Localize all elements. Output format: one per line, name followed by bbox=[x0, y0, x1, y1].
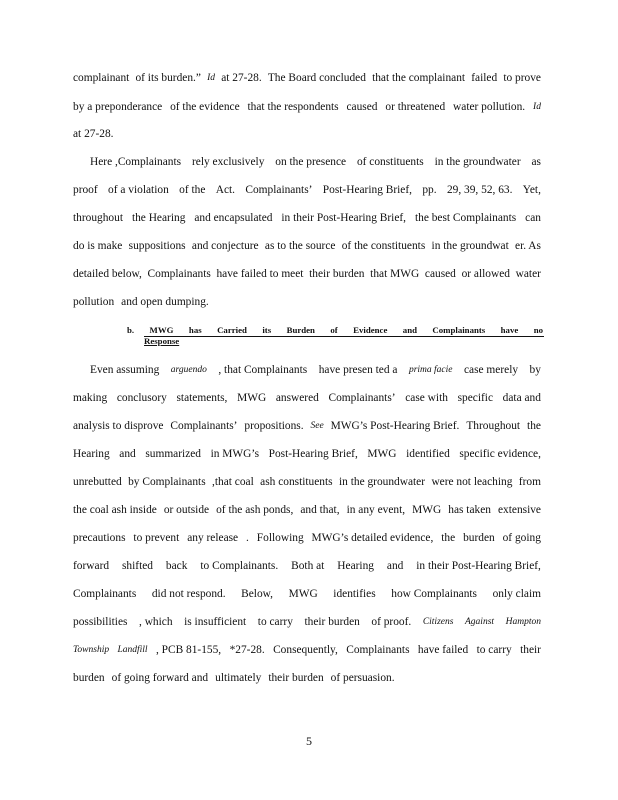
subheading-word: its bbox=[262, 325, 272, 335]
text-run: and bbox=[386, 560, 404, 572]
text-run: in MWG’s bbox=[210, 448, 260, 460]
text-run: specific bbox=[457, 392, 494, 404]
text-run: conclusory bbox=[116, 392, 167, 404]
text-line bbox=[73, 503, 541, 517]
subheading-word: MWG bbox=[149, 325, 174, 335]
text-run: their burden bbox=[304, 616, 360, 628]
text-line bbox=[73, 419, 541, 433]
text-run: ultimately bbox=[215, 672, 262, 684]
text-run: water bbox=[515, 268, 541, 280]
case-name: Citizens bbox=[422, 617, 454, 627]
text-line bbox=[73, 127, 541, 141]
text-run: throughout bbox=[73, 212, 123, 224]
text-run: complainant bbox=[73, 72, 130, 84]
text-run: Hearing bbox=[73, 448, 110, 460]
text-run: the bbox=[441, 532, 456, 544]
text-run: the bbox=[527, 420, 541, 432]
text-run: the coal ash inside bbox=[73, 504, 157, 516]
text-run: and open dumping. bbox=[121, 296, 209, 308]
subheading-word: of bbox=[330, 325, 338, 335]
text-run: detailed below, bbox=[73, 268, 142, 280]
text-run: by a preponderance bbox=[73, 101, 163, 113]
text-run: of its burden.” bbox=[135, 72, 201, 84]
text-run: MWG bbox=[367, 448, 397, 460]
text-run: MWG bbox=[412, 504, 442, 516]
text-line bbox=[73, 615, 541, 629]
text-run: that MWG bbox=[370, 268, 420, 280]
text-run: at 27-28. bbox=[221, 72, 262, 84]
signal-word: See bbox=[310, 421, 324, 431]
text-run: Consequently, bbox=[273, 644, 338, 656]
text-run: to prevent bbox=[133, 532, 180, 544]
text-run: summarized bbox=[145, 448, 201, 460]
text-run: caused bbox=[424, 268, 456, 280]
subheading-word: has bbox=[188, 325, 202, 335]
section-subheading bbox=[127, 325, 543, 347]
text-run: in their Post-Hearing Brief, bbox=[416, 560, 541, 572]
text-run: of the bbox=[179, 184, 206, 196]
text-run: in the groundwater bbox=[339, 476, 426, 488]
text-run: identified bbox=[406, 448, 450, 460]
text-run: or outside bbox=[163, 504, 210, 516]
text-run: has taken bbox=[448, 504, 491, 516]
text-run: answered bbox=[275, 392, 319, 404]
text-run: ash constituents bbox=[260, 476, 333, 488]
text-run: er. As bbox=[515, 240, 541, 252]
text-run: Post-Hearing Brief, bbox=[322, 184, 413, 196]
text-run: the Hearing bbox=[131, 212, 186, 224]
text-run: of a violation bbox=[108, 184, 169, 196]
text-run: specific evidence, bbox=[459, 448, 541, 460]
text-run: Hearing bbox=[337, 560, 374, 572]
text-run: the best Complainants bbox=[414, 212, 517, 224]
text-line bbox=[73, 531, 541, 545]
text-run: rely exclusively bbox=[191, 156, 265, 168]
text-run: on the presence bbox=[275, 156, 347, 168]
citation-id: Id bbox=[533, 102, 541, 112]
text-run: have failed to meet bbox=[216, 268, 304, 280]
text-line bbox=[73, 391, 541, 405]
text-run: Complainants bbox=[73, 588, 137, 600]
text-run: Even assuming bbox=[90, 364, 160, 376]
subheading-word: Evidence bbox=[353, 325, 388, 335]
text-run: caused bbox=[346, 101, 378, 113]
text-run: Throughout bbox=[466, 420, 521, 432]
text-line bbox=[73, 295, 541, 309]
text-run: Both at bbox=[291, 560, 325, 572]
case-name: Township bbox=[73, 645, 110, 655]
text-run: their bbox=[520, 644, 541, 656]
text-run: or threatened bbox=[385, 101, 446, 113]
text-run: Yet, bbox=[522, 184, 541, 196]
text-run: Post-Hearing Brief, bbox=[268, 448, 358, 460]
text-run: how Complainants bbox=[391, 588, 477, 600]
text-run: did not respond. bbox=[151, 588, 226, 600]
text-run: to Complainants. bbox=[200, 560, 279, 572]
text-run: 29, 39, 52, 63. bbox=[446, 184, 513, 196]
text-run: of going forward and bbox=[111, 672, 209, 684]
subheading-word: no bbox=[533, 325, 543, 335]
text-run: only claim bbox=[492, 588, 541, 600]
text-run: of the constituents bbox=[341, 240, 426, 252]
text-run: Here ,Complainants bbox=[90, 156, 182, 168]
text-run: any release bbox=[187, 532, 239, 544]
text-run: burden bbox=[463, 532, 495, 544]
text-run: to prove bbox=[503, 72, 541, 84]
text-run: of the evidence bbox=[170, 101, 240, 113]
text-run: as bbox=[531, 156, 541, 168]
subheading-word: Carried bbox=[217, 325, 247, 335]
text-run: statements, bbox=[176, 392, 228, 404]
text-run: MWG’s Post-Hearing Brief. bbox=[330, 420, 460, 432]
text-run: to carry bbox=[476, 644, 512, 656]
text-run: to carry bbox=[257, 616, 293, 628]
text-line bbox=[73, 211, 541, 225]
text-run: pp. bbox=[422, 184, 437, 196]
text-run: their burden bbox=[268, 672, 324, 684]
case-name: Hampton bbox=[505, 617, 541, 627]
text-run: and conjecture bbox=[191, 240, 259, 252]
subheading-word: Complainants bbox=[432, 325, 486, 335]
text-run: analysis to disprove bbox=[73, 420, 164, 432]
text-line bbox=[73, 475, 541, 489]
text-run: precautions bbox=[73, 532, 126, 544]
text-run: burden bbox=[73, 672, 105, 684]
text-run: at 27-28. bbox=[73, 128, 114, 140]
text-run: of proof. bbox=[371, 616, 412, 628]
text-run: data and bbox=[502, 392, 541, 404]
text-run: . bbox=[246, 532, 249, 544]
subheading-word: have bbox=[500, 325, 519, 335]
text-run: Complainants bbox=[346, 644, 410, 656]
text-run: by Complainants bbox=[128, 476, 206, 488]
text-run: forward bbox=[73, 560, 110, 572]
text-run: have presen ted a bbox=[318, 364, 398, 376]
text-run: ,that coal bbox=[212, 476, 254, 488]
text-run: have failed bbox=[417, 644, 469, 656]
text-run: were not leaching bbox=[431, 476, 513, 488]
text-run: can bbox=[525, 212, 541, 224]
text-run: and that, bbox=[300, 504, 340, 516]
text-run: Complainants bbox=[147, 268, 211, 280]
text-run: is insufficient bbox=[184, 616, 247, 628]
text-run: case merely bbox=[463, 364, 519, 376]
text-run: making bbox=[73, 392, 108, 404]
text-run: The Board concluded bbox=[267, 72, 366, 84]
text-run: from bbox=[518, 476, 541, 488]
text-run: failed bbox=[471, 72, 498, 84]
text-line bbox=[73, 100, 541, 114]
text-run: and bbox=[119, 448, 136, 460]
text-line bbox=[73, 183, 541, 197]
text-line bbox=[90, 155, 541, 169]
case-name: Landfill bbox=[117, 645, 148, 655]
text-run: Complainants’ bbox=[328, 392, 396, 404]
text-run: of persuasion. bbox=[330, 672, 395, 684]
text-run: , PCB 81-155, bbox=[155, 644, 222, 656]
text-run: their burden bbox=[309, 268, 365, 280]
text-line bbox=[73, 587, 541, 601]
text-line bbox=[73, 71, 541, 85]
text-line bbox=[73, 447, 541, 461]
text-run: in the groundwater bbox=[434, 156, 521, 168]
text-run: water pollution. bbox=[453, 101, 526, 113]
text-line bbox=[73, 671, 541, 685]
text-line bbox=[73, 559, 541, 573]
text-run: , that Complainants bbox=[218, 364, 308, 376]
text-run: of constituents bbox=[356, 156, 424, 168]
text-run: , which bbox=[139, 616, 173, 628]
text-run: of going bbox=[502, 532, 541, 544]
citation-id: Id bbox=[207, 73, 216, 83]
text-run: MWG’s detailed evidence, bbox=[311, 532, 434, 544]
text-run: proof bbox=[73, 184, 98, 196]
text-run: Complainants’ bbox=[170, 420, 238, 432]
subheading-word: Burden bbox=[286, 325, 315, 335]
subheading-word: and bbox=[402, 325, 417, 335]
text-run: as to the source bbox=[264, 240, 336, 252]
text-run: of the ash ponds, bbox=[216, 504, 294, 516]
subheading-word: Response bbox=[144, 336, 180, 346]
subheading-underline bbox=[144, 336, 544, 337]
text-run: case with bbox=[405, 392, 448, 404]
text-run: do is make bbox=[73, 240, 123, 252]
text-run: that the complainant bbox=[372, 72, 466, 84]
latin-term: arguendo bbox=[170, 365, 207, 375]
text-run: identifies bbox=[333, 588, 376, 600]
text-run: MWG bbox=[237, 392, 267, 404]
text-run: MWG bbox=[288, 588, 318, 600]
text-run: shifted bbox=[121, 560, 153, 572]
text-line bbox=[73, 267, 541, 281]
text-run: and encapsulated bbox=[194, 212, 273, 224]
text-run: Complainants’ bbox=[245, 184, 313, 196]
text-run: in their Post-Hearing Brief, bbox=[281, 212, 407, 224]
text-run: back bbox=[165, 560, 188, 572]
text-run: *27-28. bbox=[229, 644, 265, 656]
page-number: 5 bbox=[306, 734, 312, 748]
text-run: or allowed bbox=[461, 268, 510, 280]
text-run: in any event, bbox=[346, 504, 406, 516]
text-line bbox=[73, 643, 541, 657]
text-run: unrebutted bbox=[73, 476, 122, 488]
latin-term: prima facie bbox=[408, 365, 453, 375]
text-run: in the groundwat bbox=[431, 240, 509, 252]
text-run: Act. bbox=[215, 184, 236, 196]
subheading-marker: b. bbox=[127, 325, 135, 335]
text-run: extensive bbox=[497, 504, 541, 516]
text-line bbox=[73, 239, 541, 253]
text-run: Below, bbox=[241, 588, 274, 600]
text-run: suppositions bbox=[128, 240, 186, 252]
text-run: possibilities bbox=[73, 616, 128, 628]
text-run: propositions. bbox=[244, 420, 304, 432]
text-run: Following bbox=[256, 532, 304, 544]
text-line bbox=[90, 363, 541, 377]
text-run: that the respondents bbox=[247, 101, 339, 113]
text-run: pollution bbox=[73, 296, 115, 308]
case-name: Against bbox=[465, 617, 495, 627]
text-run: by bbox=[529, 364, 541, 376]
